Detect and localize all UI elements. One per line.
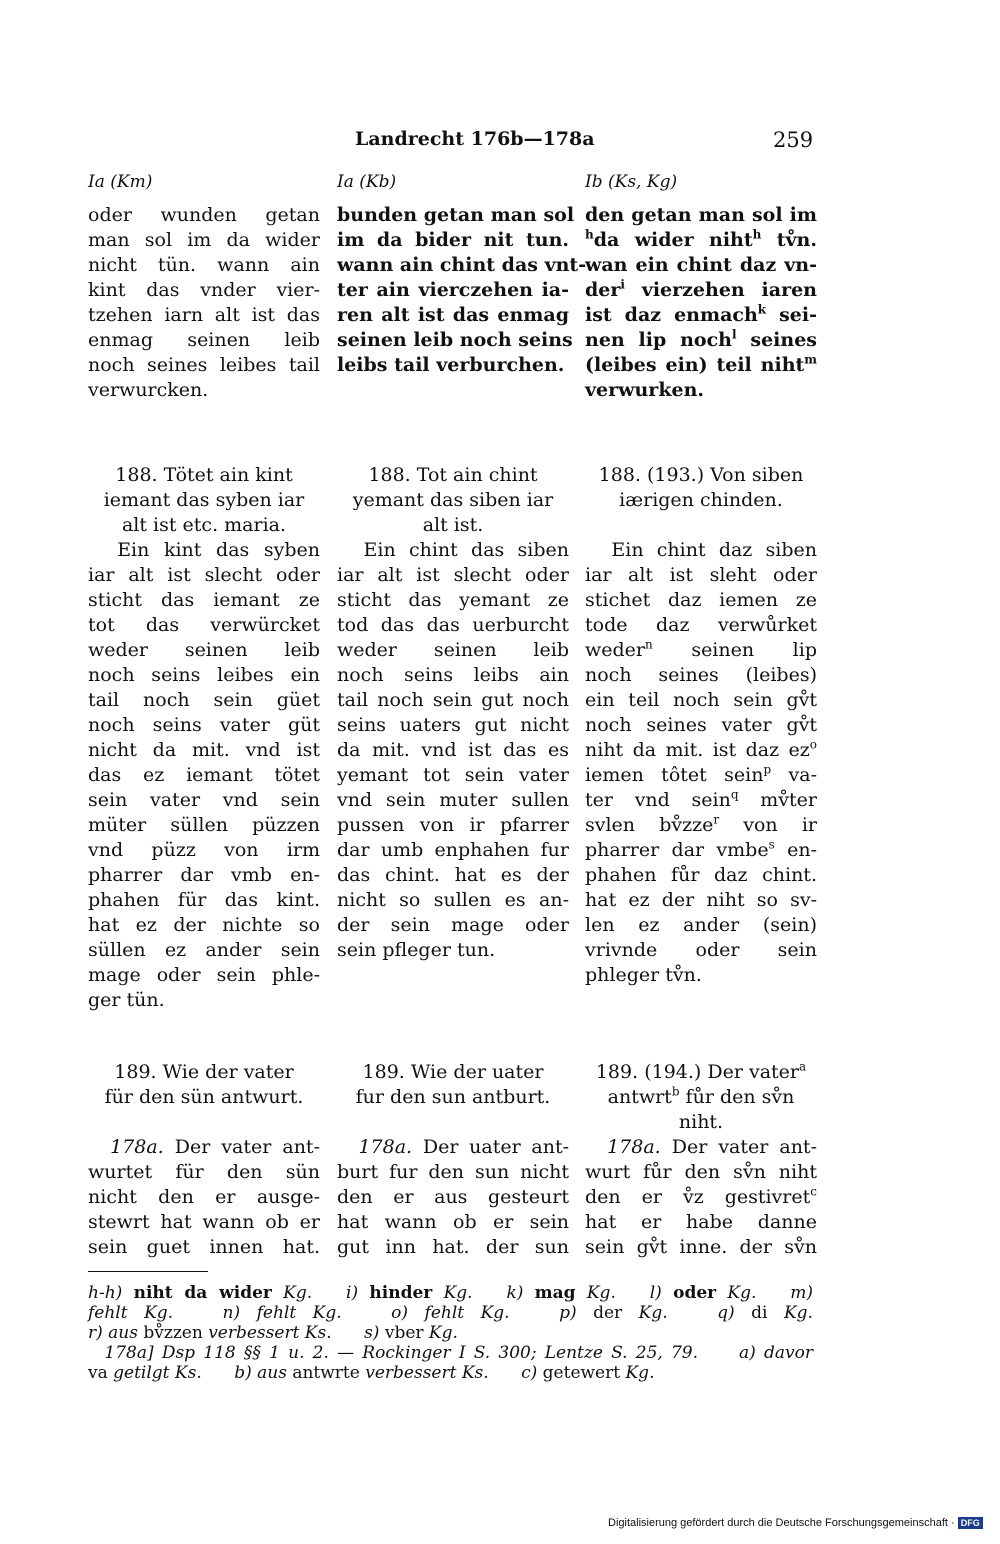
ks-kg-heading-188: 188. (193.) Von siben iærigen chinden. [598,464,804,511]
footnote-line: h-h) niht da wider Kg. i) hinder Kg. k) mag Kg. l) oder Kg. m) [88,1283,814,1303]
ks-kg-article-189: 189. (194.) Der vater$^a$ antwrt$^b$ fůr den sv̊n niht. 178a. Der vater ant- wurt fůr den sv̊n niht den er v̊z gestivret$^c$ hat er habe danne sein gv̊t inne. der sv̊n [585,1059,817,1258]
kb-heading-188: 188. Tot ain chint yemant das siben iar alt ist. [352,464,554,536]
km-article-188: 188. Tötet ain kint iemant das syben iar alt ist etc. maria. Ein kint das syben iar alt ist slecht oder sticht das iemant ze tot das verwürcket weder seinen leib noch seins leibes ein tail noch sein güet noch seins vater güt nicht da mit. vnd ist das ez iemant tötet sein vater vnd sein müter süllen püzzen vnd püzz von irm pharrer dar vmb en- phahen für das kint. hat ez der nichte so süllen ez ander sein mage oder sein phle- ger tün. [88,464,320,1011]
ks-kg-heading-189: 189. (194.) Der vater$^a$ antwrt$^b$ fůr den sv̊n niht. [595,1059,807,1133]
credit-text: Digitalisierung gefördert durch die Deutsche Forschungsgemeinschaft [608,1517,948,1529]
footnote-line: fehlt Kg. n) fehlt Kg. o) fehlt Kg. p) der Kg. q) di Kg. [88,1303,813,1323]
dfg-logo: DFG [958,1517,983,1529]
footnote-line: 178a] Dsp 118 §§ 1 u. 2. — Rockinger I S. 300; Lentze S. 25, 79. a) davor [104,1343,813,1363]
running-title: Landrecht 176b—178a [355,128,595,150]
km-text-176b: oder wunden getan man sol im da wider nicht tün. wann ain kint das vnder vier- tzehen iarn alt ist das enmag seinen leib noch seines leibes tail verwurcken. [88,204,320,401]
column-sigle-ks-kg: Ib (Ks, Kg) [585,172,678,192]
digitization-credit: Digitalisierung gefördert durch die Deutsche Forschungsgemeinschaft · DFG [608,1517,983,1529]
kb-article-189: 189. Wie der uater fur den sun antburt. 178a. Der uater ant- burt fur den sun nicht den er aus gesteurt hat wann ob er sein gut inn hat. der sun [337,1061,569,1258]
kb-article-188: 188. Tot ain chint yemant das siben iar alt ist. Ein chint das siben iar alt ist slecht oder sticht das yemant ze tod das das uerburcht weder seinen leib noch seins leibs ain tail noch sein gut noch seins uaters gut nicht da mit. vnd ist das es yemant tot sein vater vnd sein muter sullen pussen von ir pfarrer dar umb enphahen fur das chint. hat es der nicht so sullen es an- der sein mage oder sein pfleger tun. [337,464,569,961]
column-sigle-km: Ia (Km) [88,172,153,192]
footnote-line: r) aus bv̊zzen verbessert Ks. s) vber Kg. [88,1323,458,1343]
km-heading-188: 188. Tötet ain kint iemant das syben iar alt ist etc. maria. [103,464,305,536]
footnote-line: va getilgt Ks. b) aus antwrte verbessert Ks. c) getewert Kg. [88,1363,655,1383]
km-heading-189: 189. Wie der vater für den sün antwurt. [104,1061,304,1108]
page-number: 259 [773,128,814,152]
ks-kg-article-188: 188. (193.) Von siben iærigen chinden. Ein chint daz siben iar alt ist sleht oder stichet daz iemen ze tode daz verwůrket weder$^n$ seinen lip noch seines (leibes) ein teil noch sein gv̊t noch seines vater gv̊t niht da mit. ist daz $ez^o$ iemen tôtet sein$^p$ va- ter vnd sein$^q$ mv̊ter svlen bv̊zze$^r$ von ir pharrer dar vmbe$^s$ en- phahen fůr daz chint. hat ez der niht so sv- len ez ander (sein) vrivnde oder sein phleger tv̊n. [585,464,817,986]
kb-text-176b: bunden getan man sol im da bider nit tun. wann ain chint das vnt- ter ain vierczehen ia- ren alt ist das enmag seinen leib noch seins leibs tail verburchen. [337,204,587,376]
footnote-divider [88,1271,208,1272]
footnotes [88,1283,813,1383]
page-header [0,128,1000,158]
km-article-189: 189. Wie der vater für den sün antwurt. 178a. Der vater ant- wurtet für den sün nicht den er ausge- stewrt hat wann ob er sein guet innen hat. [88,1061,320,1258]
column-sigle-kb: Ia (Kb) [337,172,397,192]
ks-kg-text-176b: den getan man sol im $^h$da wider niht$^h$ tv̊n. wan ein chint daz vn- der$^i$ vierzehen iaren ist daz enmach$^k$ sei- nen lip noch$^l$ seines (leibes ein) teil niht$^m$ verwurken. [585,204,817,401]
kb-heading-189: 189. Wie der uater fur den sun antburt. [355,1061,551,1108]
